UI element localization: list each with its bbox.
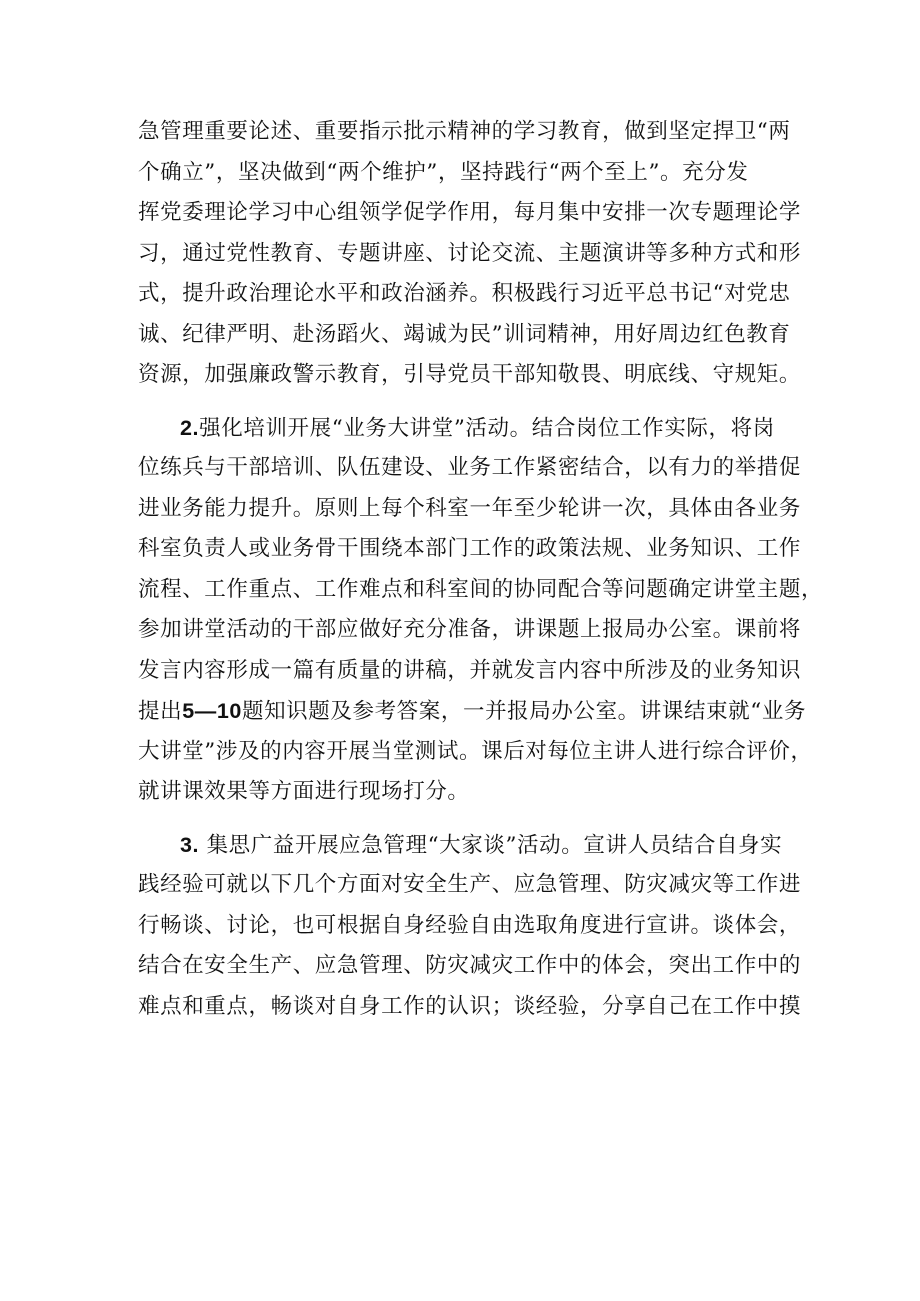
paragraph-3 [138,825,802,1028]
text-line: 践经验可就以下几个方面对安全生产、应急管理、防灾减灾等工作进 [138,872,802,897]
text-line [138,408,788,449]
text-line: 习，通过党性教育、专题讲座、讨论交流、主题演讲等多种方式和形 [138,240,802,266]
text-line: 个确立”，坚决做到“两个维护”，坚持践行“两个至上”。充分发 [138,159,749,185]
inline-text: 提出 [138,699,183,724]
text-line: 科室负责人或业务骨干围绕本部门工作的政策法规、业务知识、工作 [138,536,802,561]
text-line: 急管理重要论述、重要指示批示精神的学习教育，做到坚定捍卫“两 [138,119,791,144]
text-line: 大讲堂”涉及的内容开展当堂测试。课后对每位主讲人进行综合评价， [138,738,813,764]
text-line: 诚、纪律严明、赴汤蹈火、竭诚为民”训词精神，用好周边红色教育 [138,321,791,347]
section-number: 3. [180,832,200,857]
section-number: 2. [180,415,200,440]
section-heading-text: 强化培训开展“业务大讲堂”活动。结合岗位工作实际，将岗 [199,415,775,441]
paragraph-2 [138,408,824,813]
text-line: 参加讲堂活动的干部应做好充分准备，讲课题上报局办公室。课前将 [138,617,802,642]
document-body [138,112,824,1027]
text-line: 挥党委理论学习中心组领学促学作用，每月集中安排一次专题理论学 [138,200,802,225]
text-line: 流程、工作重点、工作难点和科室间的协同配合等问题确定讲堂主题， [138,576,824,602]
section-heading-text: 集思广益开展应急管理“大家谈”活动。宣讲人员结合自身实 [199,832,783,858]
text-line: 资源，加强廉政警示教育，引导党员干部知敬畏、明底线、守规矩。 [138,362,802,387]
text-line: 难点和重点，畅谈对自身工作的认识；谈经验，分享自己在工作中摸 [138,993,802,1019]
text-line: 发言内容形成一篇有质量的讲稿，并就发言内容中所涉及的业务知识 [138,657,802,683]
text-line [138,825,788,866]
text-line: 就讲课效果等方面进行现场打分。 [138,779,470,804]
inline-text: 题知识题及参考答案，一并报局办公室。讲课结束就“业务 [241,699,807,724]
text-line: 式，提升政治理论水平和政治涵养。积极践行习近平总书记“对党忠 [138,281,791,306]
text-line: 行畅谈、讨论，也可根据自身经验自由选取角度进行宣讲。谈体会， [138,912,802,938]
text-line: 结合在安全生产、应急管理、防灾减灾工作中的体会，突出工作中的 [138,953,802,978]
inline-number: 5—10 [182,699,242,723]
paragraph-1 [138,112,802,396]
text-line: 进业务能力提升。原则上每个科室一年至少轮讲一次，具体由各业务 [138,495,802,521]
text-line [138,691,807,732]
text-line: 位练兵与干部培训、队伍建设、业务工作紧密结合，以有力的举措促 [138,455,802,480]
